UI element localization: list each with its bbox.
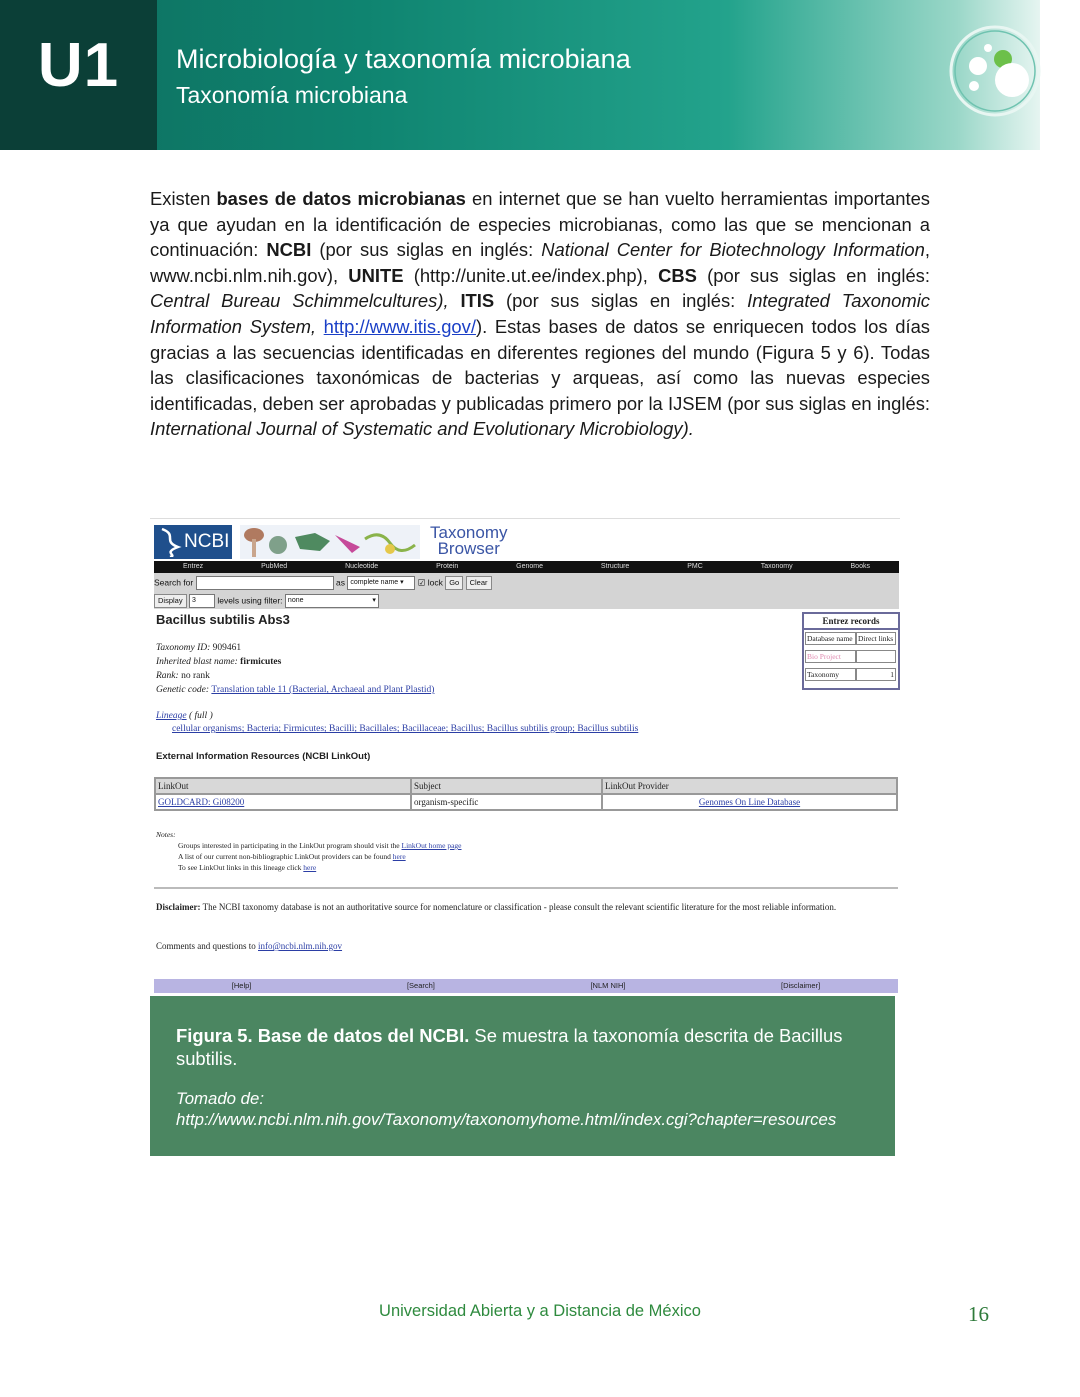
intro-bold-databases: bases de datos microbianas (216, 188, 466, 209)
taxonomy-id-line (156, 643, 241, 653)
intro-italic: International Journal of Systematic and Evolutionary Microbiology). (150, 418, 694, 440)
clear-button[interactable]: Clear (466, 576, 492, 590)
intro-text: (http://unite.ut.ee/index.php), (403, 264, 659, 286)
entrez-records-box (802, 612, 900, 690)
col-subject: Subject (411, 778, 602, 794)
entrez-col-links: Direct links (856, 632, 896, 645)
linkout-home-link[interactable]: LinkOut home page (401, 841, 462, 850)
name-type-value: complete name (350, 579, 399, 586)
taxonomy-title-line1: Taxonomy (430, 523, 508, 542)
source-url: http://www.ncbi.nlm.nih.gov/Taxonomy/taxonomyhome.html/index.cgi?chapter=resources (176, 1110, 837, 1129)
ncbi-navbar (154, 561, 899, 573)
nav-genome[interactable]: Genome (516, 563, 544, 570)
search-row (154, 576, 492, 590)
email-link[interactable]: info@ncbi.nlm.nih.gov (258, 941, 343, 951)
nav-books[interactable]: Books (850, 563, 870, 570)
entrez-bioproject-count (856, 650, 896, 663)
taxonomy-title-line2: Browser (437, 539, 500, 558)
intro-text: Existen (150, 188, 217, 209)
molecule-logo-icon (948, 24, 1042, 118)
taxonomy-id-label: Taxonomy ID: (156, 643, 211, 653)
lineage-full-label: ( full ) (188, 711, 213, 721)
intro-italic: Integrated Taxonomic Information System, (150, 290, 930, 337)
external-resources-title: External Information Resources (NCBI LinkOut) (156, 751, 371, 762)
lineage-line (156, 711, 213, 721)
filter-value: none (287, 597, 304, 604)
lock-checkbox[interactable]: ☑ (417, 577, 426, 588)
unit-label: U1 (37, 31, 120, 100)
lineage-here-link[interactable]: here (303, 863, 317, 872)
levels-label: levels using filter: (217, 595, 283, 606)
footer-help-link[interactable]: [Help] (231, 981, 252, 990)
ncbi-screenshot (150, 518, 900, 997)
header-subtitle: Taxonomía microbiana (176, 82, 408, 108)
intro-bold-ncbi: NCBI (266, 239, 312, 261)
figure-caption (150, 996, 895, 1156)
nav-pubmed[interactable]: PubMed (261, 563, 288, 570)
comments-line (156, 941, 342, 951)
rank-value: no rank (181, 671, 210, 681)
go-button[interactable]: Go (445, 576, 463, 590)
name-type-select[interactable]: complete name ▾ (347, 576, 415, 590)
intro-italic: National Center for Biotechnology Information (541, 239, 925, 261)
provider-link[interactable]: Genomes On Line Database (698, 797, 801, 807)
note-text: To see LinkOut links in this lineage click (178, 863, 304, 872)
caption-description: Se muestra la taxonomía descrita de Bacillus subtilis. (176, 1025, 843, 1069)
goldcard-link[interactable]: GOLDCARD: Gi08200 (158, 797, 245, 807)
note-line (156, 862, 462, 873)
table-header-row (155, 778, 897, 794)
caption-text (176, 1024, 881, 1070)
entrez-col-database: Database name (805, 632, 856, 645)
lineage-link[interactable]: Lineage (156, 711, 187, 721)
footer-disclaimer-link[interactable]: [Disclaimer] (781, 981, 821, 990)
display-button[interactable]: Display (154, 594, 187, 608)
source-label: Tomado de: (176, 1089, 265, 1108)
header-title: Microbiología y taxonomía microbiana (176, 44, 631, 74)
lineage-path (172, 724, 638, 734)
as-label: as (335, 577, 345, 588)
intro-bold-itis: ITIS (460, 290, 495, 312)
notes-block (156, 829, 462, 873)
ncbi-logo (154, 525, 232, 559)
lock-label: lock (427, 577, 443, 588)
note-line (156, 840, 462, 851)
intro-paragraph (150, 186, 930, 442)
note-text: A list of our current non-bibliographic LinkOut providers can be found (178, 852, 393, 861)
entrez-taxonomy[interactable]: Taxonomy (805, 668, 856, 681)
intro-text: en internet que se han vuelto herramientas importantes ya que ayudan en la identificación de especies microbianas, como las que se mencionan a continuación: (150, 188, 931, 261)
disclaimer-text: The NCBI taxonomy database is not an authoritative source for nomenclature or classification - please consult the relevant scientific literature for the most reliable information. (200, 902, 837, 912)
subject-value: organism-specific (411, 794, 602, 810)
search-input[interactable] (196, 576, 334, 590)
nav-nucleotide[interactable]: Nucleotide (345, 563, 379, 570)
entrez-taxonomy-count: 1 (856, 668, 896, 681)
col-linkout: LinkOut (155, 778, 411, 794)
rank-label: Rank: (156, 671, 179, 681)
intro-bold-unite: UNITE (348, 264, 404, 286)
caption-source (176, 1088, 886, 1130)
intro-text: (por sus siglas en inglés: (494, 290, 748, 312)
footer-search-link[interactable]: [Search] (406, 981, 435, 990)
itis-link[interactable]: http://www.itis.gov/ (323, 315, 476, 337)
rank-line (156, 671, 210, 681)
taxonomy-id-value: 909461 (212, 643, 242, 653)
notes-label: Notes: (156, 830, 176, 839)
taxonomy-banner-art-icon (240, 525, 420, 559)
table-row (155, 794, 897, 810)
intro-text (449, 290, 461, 311)
caption-bold: Figura 5. Base de datos del NCBI. (176, 1025, 470, 1046)
intro-text: (por sus siglas en inglés: (311, 239, 542, 261)
chevron-down-icon: ▾ (372, 597, 376, 604)
display-row (154, 594, 379, 608)
nav-protein[interactable]: Protein (436, 563, 459, 570)
lineage-links[interactable]: cellular organisms; Bacteria; Firmicutes; Bacilli; Bacillales; Bacillaceae; Bacillus; Bacillus subtilis group; Bacillus subtilis (172, 724, 639, 734)
intro-text: (por sus siglas en inglés: (696, 264, 930, 286)
footer-university: Universidad Abierta y a Distancia de México (379, 1302, 701, 1320)
genetic-code-link[interactable]: Translation table 11 (Bacterial, Archaeal and Plant Plastid) (211, 685, 435, 695)
unit-box (0, 0, 157, 150)
organism-title: Bacillus subtilis Abs3 (156, 612, 290, 627)
nav-pmc[interactable]: PMC (687, 563, 703, 570)
divider (154, 887, 898, 889)
intro-text (316, 316, 324, 337)
comments-text: Comments and questions to (156, 941, 258, 951)
nav-taxonomy[interactable]: Taxonomy (760, 563, 793, 570)
col-provider: LinkOut Provider (602, 778, 897, 794)
levels-input[interactable]: 3 (189, 594, 215, 608)
ncbi-banner (150, 519, 900, 561)
providers-here-link[interactable]: here (392, 852, 406, 861)
footer-nlm-link[interactable]: [NLM NIH] (590, 981, 626, 990)
page-header (0, 0, 1040, 150)
intro-bold-cbs: CBS (658, 264, 697, 286)
blast-name-value: firmicutes (240, 657, 282, 667)
nav-structure[interactable]: Structure (600, 563, 630, 570)
filter-select[interactable] (285, 594, 379, 608)
note-text: Groups interested in participating in the LinkOut program should visit the (178, 841, 402, 850)
ncbi-footer-bar (154, 979, 898, 993)
page-number: 16 (968, 1302, 989, 1326)
disclaimer-label: Disclaimer: (156, 902, 201, 912)
entrez-records-title: Entrez records (804, 614, 898, 630)
nav-entrez[interactable]: Entrez (182, 563, 204, 570)
intro-italic: Central Bureau Schimmelcultures), (150, 290, 449, 312)
blast-name-line (156, 657, 281, 667)
search-label: Search for (154, 577, 194, 588)
genetic-code-line (156, 685, 434, 695)
blast-name-label: Inherited blast name: (156, 657, 238, 667)
note-line (156, 851, 462, 862)
intro-text: ). Estas bases de datos se enriquecen todos los días gracias a las secuencias identificadas en diferentes regiones del mundo (Figura 5 y 6). Todas las clasificaciones taxonómicas de bacterias y arqueas, así como las nuevas especies identificadas, deben ser aprobadas y publicadas primero por la IJSEM (por sus siglas en inglés: (150, 315, 930, 414)
ncbi-logo-text: NCBI (184, 531, 230, 552)
entrez-bioproject[interactable]: Bio Project (805, 650, 856, 663)
linkout-table (154, 777, 898, 811)
dna-helix-icon (158, 527, 182, 557)
taxonomy-browser-title (430, 525, 507, 557)
intro-text: , www.ncbi.nlm.nih.gov), (150, 239, 930, 286)
disclaimer (156, 902, 836, 912)
genetic-code-label: Genetic code: (156, 685, 210, 695)
